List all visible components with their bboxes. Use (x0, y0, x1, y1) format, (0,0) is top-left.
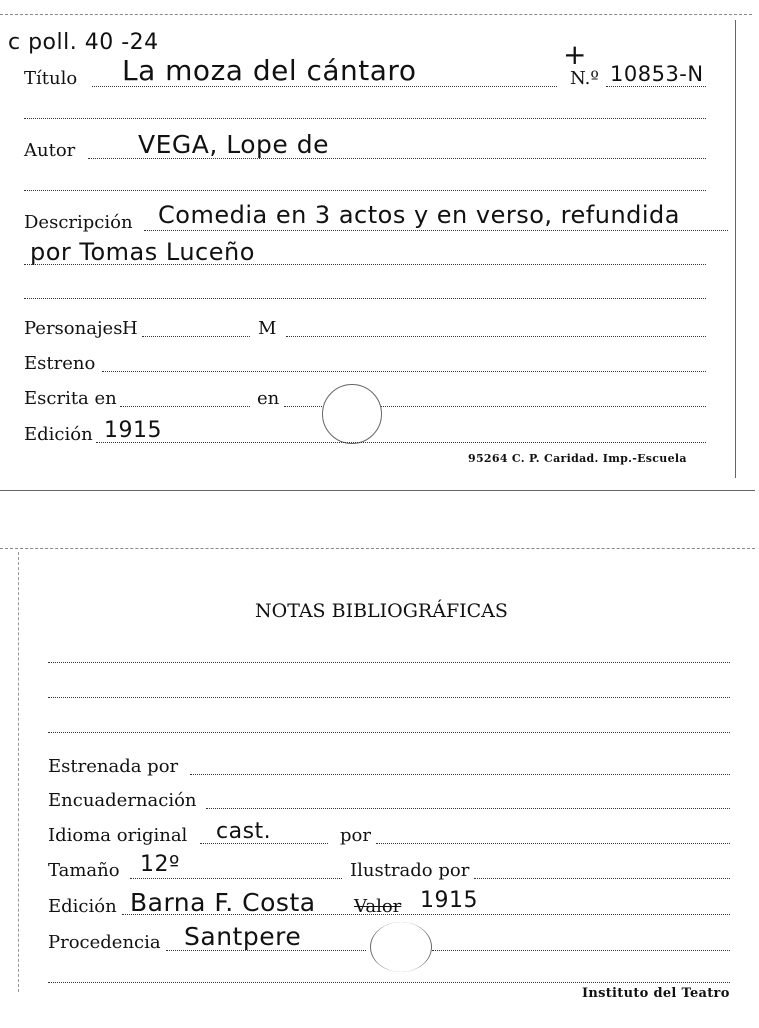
blank-line (24, 298, 706, 299)
card-bottom-border (0, 490, 755, 491)
plus-mark: + (563, 38, 587, 71)
titulo-value: La moza del cántaro (122, 54, 417, 87)
ilustrado-line (474, 878, 730, 879)
idioma-label: Idioma original (48, 825, 188, 846)
encuadernacion-line (206, 808, 730, 809)
escrita-en-label: en (257, 388, 280, 409)
personajes-h-label: H (122, 318, 138, 339)
valor-value: 1915 (420, 888, 478, 913)
procedencia-value: Santpere (184, 922, 302, 951)
procedencia-line-2 (432, 950, 730, 951)
idioma-por-line (376, 843, 730, 844)
estrenada-por-label: Estrenada por (48, 756, 179, 777)
encuadernacion-label: Encuadernación (48, 790, 197, 811)
escrita-label: Escrita en (24, 388, 117, 409)
edicion-value: 1915 (104, 418, 162, 443)
personajes-label: Personajes (24, 318, 123, 339)
punch-hole (370, 922, 432, 972)
idioma-value: cast. (216, 819, 272, 844)
estreno-line (102, 371, 706, 372)
printer-credit: 95264 C. P. Caridad. Imp.-Escuela (468, 452, 687, 465)
blank-line (48, 662, 730, 663)
edicion-value: Barna F. Costa (130, 888, 316, 917)
escrita-line (120, 406, 250, 407)
numero-line (606, 86, 706, 87)
blank-line (24, 190, 706, 191)
autor-label: Autor (24, 140, 76, 161)
descripcion-value-line1: Comedia en 3 actos y en verso, refundida (158, 201, 680, 229)
tamano-value: 12º (140, 852, 180, 877)
tamano-label: Tamaño (48, 860, 120, 881)
punch-hole (322, 384, 382, 444)
blank-line (24, 118, 706, 119)
card-right-border (735, 20, 736, 478)
edicion-label: Edición (24, 424, 93, 445)
card-left-border (18, 552, 19, 992)
titulo-label: Título (24, 68, 78, 89)
blank-line (48, 697, 730, 698)
descripcion-line (144, 230, 728, 231)
notas-heading: NOTAS BIBLIOGRÁFICAS (255, 600, 508, 622)
descripcion-label: Descripción (24, 212, 133, 233)
autor-value: VEGA, Lope de (138, 130, 329, 159)
numero-value: 10853-N (610, 62, 704, 86)
procedencia-label: Procedencia (48, 932, 161, 953)
personajes-m-label: M (258, 318, 277, 339)
personajes-m-line (286, 336, 706, 337)
estreno-label: Estreno (24, 353, 96, 374)
valor-label: Valor (354, 896, 402, 917)
numero-label: N.º (570, 68, 599, 89)
card-top-border (0, 14, 752, 15)
descripcion-value-line2: por Tomas Luceño (30, 238, 255, 266)
edicion-line (96, 442, 706, 443)
ilustrado-label: Ilustrado por (350, 860, 470, 881)
tamano-line (130, 878, 342, 879)
personajes-h-line (142, 336, 250, 337)
blank-line (48, 732, 730, 733)
idioma-por-label: por (340, 825, 371, 846)
blank-line (48, 982, 730, 983)
footer-credit: Instituto del Teatro (582, 986, 730, 1001)
edicion-label: Edición (48, 896, 117, 917)
card-top-border (0, 548, 755, 549)
handwritten-code: c poll. 40 -24 (8, 30, 159, 55)
estrenada-por-line (190, 774, 730, 775)
